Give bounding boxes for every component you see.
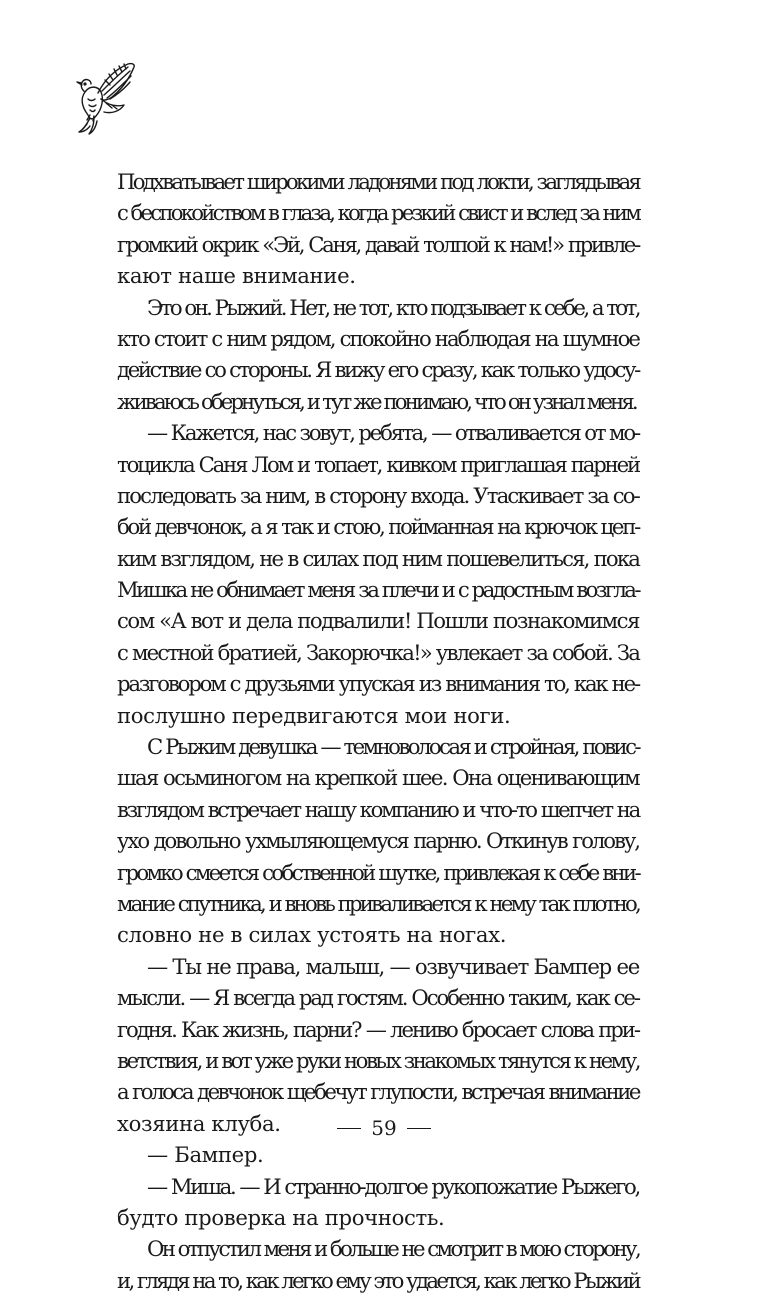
text-line: ветствия, и вот уже руки новых знакомых тянутся к нему, bbox=[117, 1047, 639, 1073]
text-line: взглядом встречает нашу компанию и что-то шепчет на bbox=[117, 796, 639, 822]
text-line: громкий окрик «Эй, Саня, давай толпой к нам!» привле- bbox=[117, 231, 639, 257]
text-line: послушно передвигаются мои ноги. bbox=[117, 702, 511, 728]
text-line: шая осьминогом на крепкой шее. Она оценивающим bbox=[117, 765, 639, 791]
text-line: громко смеется собственной шутке, привлекая к себе вни- bbox=[117, 859, 639, 885]
text-line: ухо довольно ухмыляющемуся парню. Откинув голову, bbox=[117, 828, 639, 854]
text-line: Подхватывает широкими ладонями под локти, заглядывая bbox=[117, 169, 639, 194]
text-line: С Рыжим девушка — темноволосая и стройная, повис- bbox=[147, 734, 639, 760]
text-line: живаюсь обернуться, и тут же понимаю, что он узнал меня. bbox=[117, 388, 636, 414]
text-line: будто проверка на прочность. bbox=[117, 1204, 445, 1230]
page-footer bbox=[0, 1112, 768, 1144]
text-line: — Бампер. bbox=[147, 1142, 264, 1168]
text-line: мысли. — Я всегда рад гостям. Особенно таким, как се- bbox=[117, 985, 639, 1011]
text-line: разговором с друзьями упуская из внимания то, как не- bbox=[117, 671, 639, 697]
text-line: тоцикла Саня Лом и топает, кивком приглашая парней bbox=[117, 451, 639, 477]
text-line: с беспокойством в глаза, когда резкий свист и вслед за ним bbox=[117, 200, 639, 226]
text-line: и, глядя на то, как легко ему это удается, как легко Рыжий bbox=[117, 1267, 639, 1293]
text-line: действие со стороны. Я вижу его сразу, как только удосу- bbox=[117, 357, 639, 383]
bird-icon bbox=[68, 55, 140, 137]
text-line: — Ты не права, малыш, — озвучивает Бампер ее bbox=[147, 953, 640, 979]
folio-dash-right bbox=[407, 1128, 431, 1129]
text-line: словно не в силах устоять на ногах. bbox=[117, 922, 507, 948]
text-line: бой девчонок, а я так и стою, пойманная на крючок цеп- bbox=[117, 514, 639, 540]
text-line: — Миша. — И странно-долгое рукопожатие Рыжего, bbox=[147, 1173, 639, 1199]
page-number: 59 bbox=[371, 1116, 397, 1140]
text-line: Это он. Рыжий. Нет, не тот, кто подзывает к себе, а тот, bbox=[147, 294, 639, 320]
text-line: кают наше внимание. bbox=[117, 263, 356, 289]
text-line: кто стоит с ним рядом, спокойно наблюдая на шумное bbox=[117, 325, 639, 351]
text-line: ким взглядом, не в силах под ним пошевелиться, пока bbox=[117, 545, 639, 571]
text-line: последовать за ним, в сторону входа. Утаскивает за со- bbox=[117, 482, 639, 508]
text-line: а голоса девчонок щебечут глупости, встречая внимание bbox=[117, 1079, 639, 1105]
text-line: хозяина клуба. bbox=[117, 1110, 281, 1136]
text-line: мание спутника, и вновь приваливается к нему так плотно, bbox=[117, 890, 639, 916]
text-line: Мишка не обнимает меня за плечи и с радостным возгла- bbox=[117, 577, 639, 603]
folio-dash-left bbox=[337, 1128, 361, 1129]
text-line: годня. Как жизнь, парни? — лениво бросает слова при- bbox=[117, 1016, 639, 1042]
text-line: сом «А вот и дела подвалили! Пошли познакомимся bbox=[117, 608, 639, 634]
text-line: с местной братией, Закорючка!» увлекает за собой. За bbox=[117, 639, 639, 665]
text-line: Он отпустил меня и больше не смотрит в мою сторону, bbox=[147, 1236, 640, 1262]
text-line: — Кажется, нас зовут, ребята, — отваливается от мо- bbox=[147, 420, 639, 446]
